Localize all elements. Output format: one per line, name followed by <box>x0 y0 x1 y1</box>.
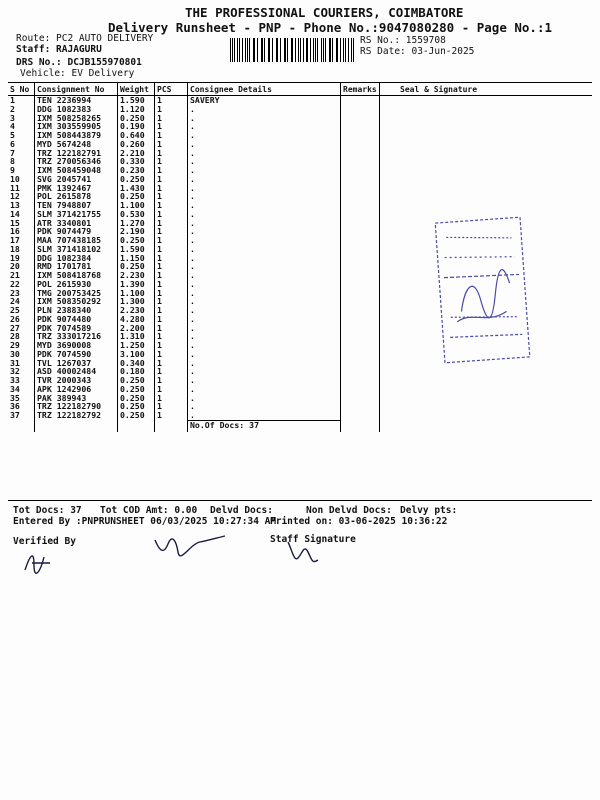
cell-sno: 19 <box>10 252 20 263</box>
cell-sno: 22 <box>10 278 20 289</box>
cell-consignment: TVR 2000343 <box>35 376 118 385</box>
table-bottom-line <box>8 500 592 501</box>
cell-seal <box>380 105 593 114</box>
cell-pcs: 1 <box>155 280 188 289</box>
cell-sno: 27 <box>10 322 20 333</box>
cell-pcs: 1 <box>155 315 188 324</box>
cell-remarks <box>341 149 380 158</box>
cell-pcs: 1 <box>155 175 188 184</box>
cell-sno: 13 <box>10 200 20 210</box>
seal-stamp <box>430 212 535 368</box>
rs-number: RS No.: 1559708 <box>360 35 446 46</box>
cell-sno: 18 <box>10 243 20 254</box>
cell-pcs: 1 <box>155 184 188 193</box>
cell-remarks <box>341 122 380 131</box>
cell-seal <box>380 157 593 166</box>
cell-remarks <box>341 201 380 210</box>
cell-remarks <box>341 350 380 359</box>
cell-weight: 0.330 <box>118 157 155 166</box>
cell-remarks <box>341 376 380 385</box>
cell-weight: 0.260 <box>118 140 155 149</box>
cell-consignment: PMK 1392467 <box>35 184 118 193</box>
cell-consignee: . <box>188 289 341 298</box>
cell-consignment: TRZ 270056346 <box>35 157 118 166</box>
table-row <box>8 192 592 201</box>
cell-consignment: IXM 508418768 <box>35 271 118 280</box>
cell-weight: 0.640 <box>118 131 155 140</box>
rs-date: RS Date: 03-Jun-2025 <box>360 46 475 57</box>
cell-weight: 0.250 <box>118 376 155 385</box>
cell-pcs: 1 <box>155 411 188 420</box>
cell-remarks <box>341 166 380 175</box>
cell-sno: 14 <box>10 208 20 219</box>
cell-seal <box>380 114 593 123</box>
cell-weight: 2.190 <box>118 227 155 236</box>
cell-weight: 2.200 <box>118 324 155 333</box>
cell-seal <box>380 96 593 105</box>
cell-consignee: . <box>188 122 341 131</box>
cell-remarks <box>341 175 380 184</box>
cell-consignee: SAVERY <box>188 96 341 105</box>
cell-pcs: 1 <box>155 114 188 123</box>
cell-weight: 2.210 <box>118 149 155 158</box>
tot-cod-amt: Tot COD Amt: 0.00 <box>100 505 198 516</box>
cell-consignment: PAK 389943 <box>35 394 118 403</box>
cell-remarks <box>341 245 380 254</box>
cell-consignment: DDG 1082383 <box>35 105 118 114</box>
cell-sno: 32 <box>10 366 20 377</box>
cell-pcs: 1 <box>155 140 188 149</box>
cell-consignee: . <box>188 262 341 271</box>
cell-consignee: . <box>188 324 341 333</box>
cell-sno: 7 <box>10 147 15 158</box>
cell-consignment: SLM 371418102 <box>35 245 118 254</box>
cell-consignment: ASD 40002484 <box>35 367 118 376</box>
cell-seal <box>380 131 593 140</box>
cell-seal <box>380 201 593 210</box>
cell-consignee: . <box>188 140 341 149</box>
cell-empty <box>341 420 380 432</box>
cell-remarks <box>341 411 380 420</box>
table-row <box>8 385 592 394</box>
cell-weight: 0.180 <box>118 367 155 376</box>
cell-weight: 0.530 <box>118 210 155 219</box>
cell-consignee: . <box>188 201 341 210</box>
cell-consignment: POL 2615878 <box>35 192 118 201</box>
cell-pcs: 1 <box>155 227 188 236</box>
cell-remarks <box>341 332 380 341</box>
cell-remarks <box>341 131 380 140</box>
cell-pcs: 1 <box>155 289 188 298</box>
cell-remarks <box>341 96 380 105</box>
cell-sno: 35 <box>10 392 20 403</box>
cell-consignment: IXM 508258265 <box>35 114 118 123</box>
verifier-signature <box>20 545 60 575</box>
cell-weight: 4.280 <box>118 315 155 324</box>
cell-pcs: 1 <box>155 324 188 333</box>
cell-seal <box>380 385 593 394</box>
cell-sno: 9 <box>10 165 15 175</box>
cell-seal <box>380 367 593 376</box>
cell-consignee: . <box>188 385 341 394</box>
cell-consignment: PLN 2388340 <box>35 306 118 315</box>
cell-sno: 28 <box>10 331 20 342</box>
cell-consignment: MYD 5674248 <box>35 140 118 149</box>
cell-weight: 1.590 <box>118 96 155 105</box>
cell-sno: 8 <box>10 156 15 167</box>
cell-consignment: MYD 3690008 <box>35 341 118 350</box>
cell-consignment: MAA 707438185 <box>35 236 118 245</box>
cell-pcs: 1 <box>155 166 188 175</box>
cell-remarks <box>341 402 380 411</box>
cell-remarks <box>341 236 380 245</box>
cell-consignment: TRZ 122182790 <box>35 402 118 411</box>
cell-remarks <box>341 219 380 228</box>
cell-consignee: . <box>188 341 341 350</box>
table-row <box>8 184 592 193</box>
cell-weight: 1.310 <box>118 332 155 341</box>
cell-empty <box>155 420 188 432</box>
cell-pcs: 1 <box>155 245 188 254</box>
cell-remarks <box>341 157 380 166</box>
cell-consignee: . <box>188 359 341 368</box>
table-row <box>8 175 592 184</box>
cell-empty <box>380 420 593 432</box>
cell-consignee: . <box>188 280 341 289</box>
table-row <box>8 131 592 140</box>
cell-consignee: . <box>188 219 341 228</box>
cell-sno: 1 <box>10 95 15 105</box>
cell-pcs: 1 <box>155 306 188 315</box>
table-row <box>8 96 592 105</box>
cell-remarks <box>341 210 380 219</box>
cell-consignment: PDK 7074589 <box>35 324 118 333</box>
cell-remarks <box>341 394 380 403</box>
cell-sno: 37 <box>10 410 20 420</box>
cell-sno: 23 <box>10 287 20 298</box>
cell-consignee: . <box>188 149 341 158</box>
vehicle-label: Vehicle: EV Delivery <box>20 68 135 79</box>
cell-consignment: PDK 9074480 <box>35 315 118 324</box>
cell-consignment: SLM 371421755 <box>35 210 118 219</box>
cell-consignment: TEN 2236994 <box>35 96 118 105</box>
cell-weight: 1.430 <box>118 184 155 193</box>
cell-sno: 16 <box>10 226 20 237</box>
cell-weight: 1.120 <box>118 105 155 114</box>
cell-empty <box>118 420 155 432</box>
col-weight: Weight <box>118 83 155 96</box>
cell-weight: 3.100 <box>118 350 155 359</box>
cell-pcs: 1 <box>155 219 188 228</box>
cell-pcs: 1 <box>155 332 188 341</box>
cell-pcs: 1 <box>155 394 188 403</box>
cell-pcs: 1 <box>155 122 188 131</box>
cell-sno: 15 <box>10 217 20 228</box>
table-header-row <box>8 83 592 96</box>
cell-seal <box>380 175 593 184</box>
cell-consignment: TVL 1267037 <box>35 359 118 368</box>
cell-sno: 3 <box>10 112 15 123</box>
cell-consignee: . <box>188 367 341 376</box>
cell-seal <box>380 122 593 131</box>
col-remarks: Remarks <box>341 83 380 96</box>
table-row <box>8 367 592 376</box>
cell-seal <box>380 376 593 385</box>
cell-sno: 20 <box>10 261 20 272</box>
cell-consignment: TEN 7948807 <box>35 201 118 210</box>
cell-sno: 36 <box>10 401 20 412</box>
cell-weight: 1.100 <box>118 289 155 298</box>
cell-sno: 31 <box>10 357 20 368</box>
cell-pcs: 1 <box>155 271 188 280</box>
tot-docs: Tot Docs: 37 <box>13 505 82 516</box>
cell-consignment: DDG 1082384 <box>35 254 118 263</box>
cell-consignment: IXM 508459048 <box>35 166 118 175</box>
col-consignment: Consignment No <box>35 83 118 96</box>
cell-consignment: POL 2615930 <box>35 280 118 289</box>
entered-by: Entered By :PNPRUNSHEET 06/03/2025 10:27:34 AM <box>13 516 277 527</box>
cell-remarks <box>341 184 380 193</box>
cell-pcs: 1 <box>155 367 188 376</box>
cell-empty <box>35 420 118 432</box>
cell-pcs: 1 <box>155 402 188 411</box>
cell-pcs: 1 <box>155 192 188 201</box>
cell-remarks <box>341 105 380 114</box>
cell-remarks <box>341 271 380 280</box>
cell-consignee: . <box>188 254 341 263</box>
cell-consignee: . <box>188 402 341 411</box>
cell-pcs: 1 <box>155 96 188 105</box>
cell-consignee: . <box>188 315 341 324</box>
route-label: Route: PC2 AUTO DELIVERY <box>16 33 154 44</box>
cell-pcs: 1 <box>155 385 188 394</box>
cell-pcs: 1 <box>155 210 188 219</box>
cell-consignee: . <box>188 105 341 114</box>
col-sno: S No <box>8 83 35 96</box>
cell-consignment: IXM 303559905 <box>35 122 118 131</box>
cell-remarks <box>341 289 380 298</box>
cell-consignee: . <box>188 350 341 359</box>
cell-consignee: . <box>188 227 341 236</box>
cell-pcs: 1 <box>155 105 188 114</box>
cell-weight: 0.250 <box>118 192 155 201</box>
cell-remarks <box>341 367 380 376</box>
cell-weight: 1.250 <box>118 341 155 350</box>
cell-pcs: 1 <box>155 157 188 166</box>
table-row <box>8 166 592 175</box>
cell-remarks <box>341 114 380 123</box>
cell-consignment: PDK 7074590 <box>35 350 118 359</box>
col-pcs: PCS <box>155 83 188 96</box>
table-row <box>8 411 592 420</box>
cell-consignee: . <box>188 411 341 420</box>
cell-consignee: . <box>188 297 341 306</box>
cell-weight: 1.300 <box>118 297 155 306</box>
cell-consignment: TMG 200753425 <box>35 289 118 298</box>
cell-pcs: 1 <box>155 341 188 350</box>
staff-label: Staff: RAJAGURU <box>16 44 102 55</box>
cell-pcs: 1 <box>155 350 188 359</box>
cell-weight: 1.150 <box>118 254 155 263</box>
cell-sno: 4 <box>10 121 15 132</box>
cell-weight: 0.340 <box>118 359 155 368</box>
cell-seal <box>380 149 593 158</box>
cell-pcs: 1 <box>155 376 188 385</box>
cell-pcs: 1 <box>155 254 188 263</box>
cell-sno: 30 <box>10 348 20 359</box>
staff-signature <box>282 538 322 566</box>
printed-on: Printed on: 03-06-2025 10:36:22 <box>270 516 448 527</box>
delvy-pts: Delvy pts: <box>400 505 458 516</box>
cell-consignee: . <box>188 394 341 403</box>
cell-pcs: 1 <box>155 201 188 210</box>
cell-weight: 1.390 <box>118 280 155 289</box>
barcode-image <box>230 38 355 62</box>
cell-consignment: RMD 1701781 <box>35 262 118 271</box>
cell-consignment: TRZ 122182792 <box>35 411 118 420</box>
cell-sno: 10 <box>10 173 20 184</box>
cell-weight: 0.190 <box>118 122 155 131</box>
cell-pcs: 1 <box>155 149 188 158</box>
cell-consignment: IXM 508443879 <box>35 131 118 140</box>
cell-consignee: . <box>188 332 341 341</box>
cell-seal <box>380 140 593 149</box>
cell-consignee: . <box>188 114 341 123</box>
cell-consignee: . <box>188 306 341 315</box>
cell-remarks <box>341 385 380 394</box>
cell-consignment: TRZ 122182791 <box>35 149 118 158</box>
cell-pcs: 1 <box>155 236 188 245</box>
cell-remarks <box>341 297 380 306</box>
cell-sno: 26 <box>10 313 20 324</box>
cell-remarks <box>341 280 380 289</box>
cell-weight: 2.230 <box>118 306 155 315</box>
cell-sno: 5 <box>10 130 15 140</box>
cell-sno: 34 <box>10 383 20 394</box>
cell-seal <box>380 184 593 193</box>
cell-consignment: IXM 508350292 <box>35 297 118 306</box>
cell-weight: 1.100 <box>118 201 155 210</box>
cell-consignment: APK 1242906 <box>35 385 118 394</box>
cell-sno: 24 <box>10 296 20 307</box>
cell-sno: 6 <box>10 138 15 149</box>
cell-weight: 0.250 <box>118 236 155 245</box>
runsheet-subtitle: Delivery Runsheet - PNP - Phone No.:9047080280 - Page No.:1 <box>108 20 553 35</box>
staff-signature-label: Staff Signature <box>270 534 356 545</box>
cell-sno: 12 <box>10 191 20 202</box>
cell-consignee: . <box>188 376 341 385</box>
cell-consignment: ATR 3340801 <box>35 219 118 228</box>
cell-consignee: . <box>188 184 341 193</box>
drs-number: DRS No.: DCJB155970801 <box>16 57 142 68</box>
cell-sno: 11 <box>10 182 20 193</box>
cell-remarks <box>341 359 380 368</box>
verified-by-label: Verified By <box>13 536 76 547</box>
non-delvd-docs: Non Delvd Docs: <box>306 505 392 516</box>
cell-remarks <box>341 315 380 324</box>
cell-sno: 2 <box>10 103 15 114</box>
cell-consignee: . <box>188 192 341 201</box>
cell-remarks <box>341 324 380 333</box>
cell-weight: 0.250 <box>118 411 155 420</box>
cell-weight: 0.250 <box>118 394 155 403</box>
docs-count-row <box>8 420 592 432</box>
cell-remarks <box>341 341 380 350</box>
col-consignee: Consignee Details <box>188 83 341 96</box>
cell-weight: 0.250 <box>118 175 155 184</box>
cell-sno: 17 <box>10 235 20 245</box>
cell-weight: 0.250 <box>118 262 155 271</box>
cell-weight: 2.230 <box>118 271 155 280</box>
col-seal-signature: Seal & Signature <box>380 83 593 96</box>
cell-consignee: . <box>188 166 341 175</box>
cell-weight: 0.250 <box>118 385 155 394</box>
cell-weight: 1.270 <box>118 219 155 228</box>
cell-pcs: 1 <box>155 131 188 140</box>
cell-consignee: . <box>188 236 341 245</box>
cell-remarks <box>341 262 380 271</box>
cell-remarks <box>341 227 380 236</box>
cell-consignee: . <box>188 210 341 219</box>
cell-pcs: 1 <box>155 262 188 271</box>
cell-weight: 0.250 <box>118 114 155 123</box>
cell-consignee: . <box>188 245 341 254</box>
cell-sno: 33 <box>10 375 20 385</box>
cell-pcs: 1 <box>155 297 188 306</box>
middle-signature <box>150 532 230 560</box>
cell-seal <box>380 192 593 201</box>
cell-weight: 0.230 <box>118 166 155 175</box>
cell-remarks <box>341 140 380 149</box>
cell-sno: 25 <box>10 305 20 315</box>
table-row <box>8 376 592 385</box>
cell-seal <box>380 402 593 411</box>
cell-consignee: . <box>188 131 341 140</box>
delvd-docs: Delvd Docs: <box>210 505 273 516</box>
cell-consignment: PDK 9074479 <box>35 227 118 236</box>
cell-consignee: . <box>188 157 341 166</box>
cell-pcs: 1 <box>155 359 188 368</box>
cell-remarks <box>341 192 380 201</box>
cell-sno: 29 <box>10 340 20 350</box>
cell-seal <box>380 394 593 403</box>
cell-remarks <box>341 254 380 263</box>
cell-weight: 0.250 <box>118 402 155 411</box>
company-title: THE PROFESSIONAL COURIERS, COIMBATORE <box>185 5 464 20</box>
cell-sno: 21 <box>10 270 20 280</box>
cell-consignment: SVG 2045741 <box>35 175 118 184</box>
cell-consignee: . <box>188 271 341 280</box>
cell-remarks <box>341 306 380 315</box>
cell-seal <box>380 166 593 175</box>
cell-seal <box>380 411 593 420</box>
cell-empty <box>8 420 35 432</box>
cell-consignment: TRZ 333017216 <box>35 332 118 341</box>
cell-consignee: . <box>188 175 341 184</box>
no-of-docs: No.Of Docs: 37 <box>188 420 341 432</box>
cell-weight: 1.590 <box>118 245 155 254</box>
